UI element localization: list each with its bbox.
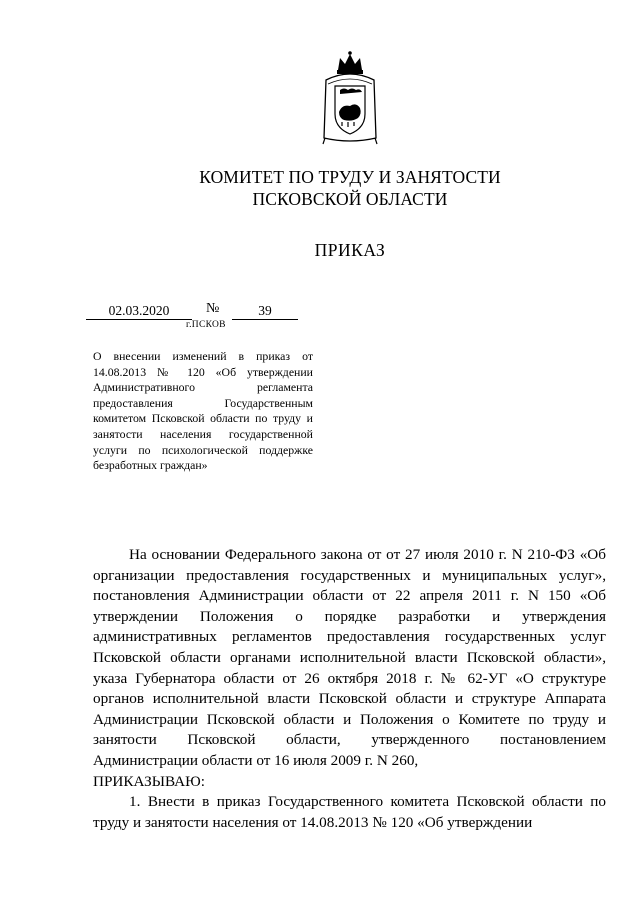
issuing-body	[0, 166, 640, 210]
preamble-paragraph: На основании Федерального закона от от 27 июля 2010 г. N 210-ФЗ «Об организации предоставления государственных и муниципальных услуг», постановления Администрации области от 22 апреля 2011 г. N 150 «Об утверждении Положения о порядке разработки и утверждения административных регламентов предоставления государственных услуг Псковской области органами исполнительной власти Псковской области», указа Губернатора области от 26 октября 2018 г. № 62-УГ «О структуре органов исполнительной власти Псковской области и структуре Аппарата Администрации Псковской области и Положения о Комитете по труду и занятости Псковской области, утвержденного постановлением Администрации области от 16 июля 2009 г. N 260,	[93, 546, 606, 769]
document-city: г.ПСКОВ	[186, 320, 226, 330]
document-body	[93, 545, 606, 833]
committee-line-1: КОМИТЕТ ПО ТРУДУ И ЗАНЯТОСТИ	[199, 167, 501, 187]
document-number: 39	[232, 303, 298, 320]
document-date: 02.03.2020	[86, 303, 192, 320]
item-1-paragraph: 1. Внести в приказ Государственного комитета Псковской области по труду и занятости населения от 14.08.2013 № 120 «Об утверждении	[93, 793, 606, 831]
document-type-title: ПРИКАЗ	[314, 240, 386, 260]
coat-of-arms-emblem	[322, 50, 378, 146]
document-subject: О внесении изменений в приказ от 14.08.2013 № 120 «Об утверждении Административного регламента предоставления Государственным комитетом Псковской области по труду и занятости населения государственной услуги по психологической поддержке безработных граждан»	[93, 349, 313, 473]
decree-word: ПРИКАЗЫВАЮ:	[93, 772, 205, 790]
committee-line-2: ПСКОВСКОЙ ОБЛАСТИ	[252, 189, 448, 209]
number-sign: №	[206, 301, 220, 316]
